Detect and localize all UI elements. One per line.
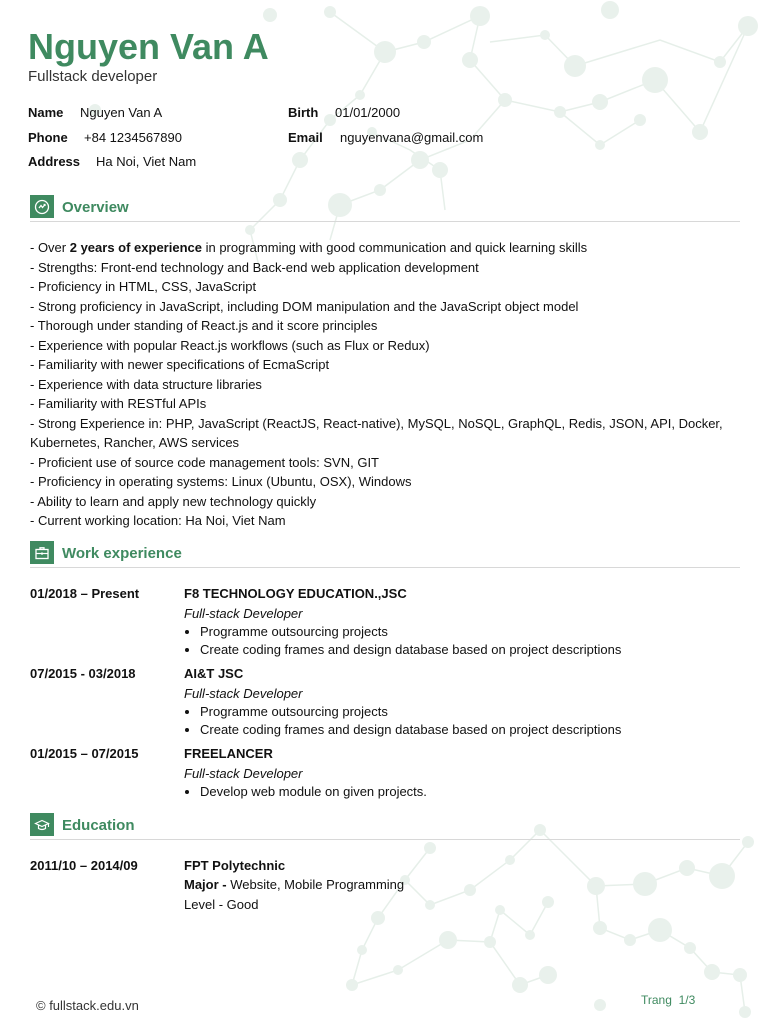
- job-bullets: [184, 623, 744, 659]
- education-major-value: Website, Mobile Programming: [230, 877, 405, 892]
- job-bullet: • Programme outsourcing projects: [200, 703, 744, 721]
- overview-line: - Strong Experience in: PHP, JavaScript (ReactJS, React-native), MySQL, NoSQL, GraphQL, Redis, JSON, API, Docker, Kubernetes, Rancher, AWS services: [30, 415, 723, 450]
- briefcase-icon: [30, 541, 54, 564]
- education-major-label: Major -: [184, 877, 231, 892]
- info-email: [288, 130, 483, 146]
- overview-section-header: [30, 195, 740, 222]
- info-name-label: Name: [28, 105, 64, 120]
- education-heading: Education: [62, 817, 135, 834]
- job-company: FREELANCER: [184, 746, 273, 761]
- job-date: 01/2018 – Present: [30, 586, 140, 601]
- footer-copyright: © fullstack.edu.vn: [36, 998, 139, 1013]
- overview-line-prefix: - Over: [30, 240, 70, 255]
- work-section-header: [30, 541, 740, 568]
- job-role: Full-stack Developer: [184, 606, 303, 621]
- job-bullet: • Programme outsourcing projects: [200, 623, 744, 641]
- info-name-value: Nguyen Van A: [80, 105, 163, 120]
- page-number: Trang 1/3: [641, 993, 696, 1007]
- job-bullet: • Develop web module on given projects.: [200, 783, 744, 801]
- overview-icon: [30, 195, 54, 218]
- overview-line: [30, 238, 742, 258]
- overview-line: - Thorough under standing of React.js and it score principles: [30, 318, 378, 333]
- education-major: [184, 875, 744, 895]
- overview-list: [30, 238, 742, 531]
- job-company: AI&T JSC: [184, 666, 244, 681]
- overview-line: - Experience with popular React.js workflows (such as Flux or Redux): [30, 337, 430, 353]
- info-birth-label: Birth: [288, 105, 319, 120]
- overview-line: - Ability to learn and apply new technology quickly: [30, 493, 317, 509]
- education-level: Level - Good: [184, 896, 259, 912]
- info-name: [28, 105, 162, 121]
- info-birth-value: 01/01/2000: [335, 105, 401, 120]
- info-address-label: Address: [28, 154, 81, 169]
- overview-line: - Familiarity with newer specifications of EcmaScript: [30, 357, 330, 372]
- job-bullets: [184, 783, 744, 801]
- work-heading: Work experience: [62, 545, 182, 562]
- info-email-label: Email: [288, 130, 323, 145]
- overview-heading: Overview: [62, 199, 129, 216]
- overview-line: - Proficiency in HTML, CSS, JavaScript: [30, 279, 257, 294]
- job-date: 07/2015 - 03/2018: [30, 666, 136, 681]
- job-company: F8 TECHNOLOGY EDUCATION.,JSC: [184, 586, 407, 601]
- info-address-value: Ha Noi, Viet Nam: [96, 154, 197, 169]
- overview-line: - Strengths: Front-end technology and Back-end web application development: [30, 259, 479, 275]
- overview-line: - Current working location: Ha Noi, Viet Nam: [30, 513, 286, 528]
- info-phone-value: +84 1234567890: [84, 130, 182, 145]
- job-date: 01/2015 – 07/2015: [30, 746, 139, 761]
- overview-highlight: 2 years of experience: [69, 240, 202, 255]
- job-bullet: • Create coding frames and design database based on project descriptions: [200, 721, 744, 739]
- job-title: Fullstack developer: [28, 68, 158, 85]
- overview-line: - Strong proficiency in JavaScript, including DOM manipulation and the JavaScript object model: [30, 298, 579, 314]
- job-role: Full-stack Developer: [184, 766, 303, 781]
- overview-line: - Familiarity with RESTful APIs: [30, 396, 207, 411]
- job-role: Full-stack Developer: [184, 686, 303, 701]
- info-phone-label: Phone: [28, 130, 68, 145]
- overview-line: - Proficiency in operating systems: Linux (Ubuntu, OSX), Windows: [30, 474, 412, 489]
- education-date: 2011/10 – 2014/09: [30, 858, 138, 873]
- candidate-name: Nguyen Van A: [28, 26, 269, 67]
- info-email-value: nguyenvana@gmail.com: [340, 130, 484, 145]
- job-bullets: [184, 703, 744, 739]
- info-phone: [28, 130, 182, 146]
- job-bullet: • Create coding frames and design database based on project descriptions: [200, 641, 744, 659]
- overview-line-suffix: in programming with good communication and quick learning skills: [201, 240, 588, 255]
- info-address: [28, 154, 196, 170]
- education-school: FPT Polytechnic: [184, 858, 286, 873]
- overview-line: - Experience with data structure libraries: [30, 376, 262, 392]
- education-section-header: [30, 813, 740, 840]
- graduation-cap-icon: [30, 813, 54, 836]
- info-birth: [288, 105, 400, 121]
- overview-line: - Proficient use of source code management tools: SVN, GIT: [30, 454, 379, 470]
